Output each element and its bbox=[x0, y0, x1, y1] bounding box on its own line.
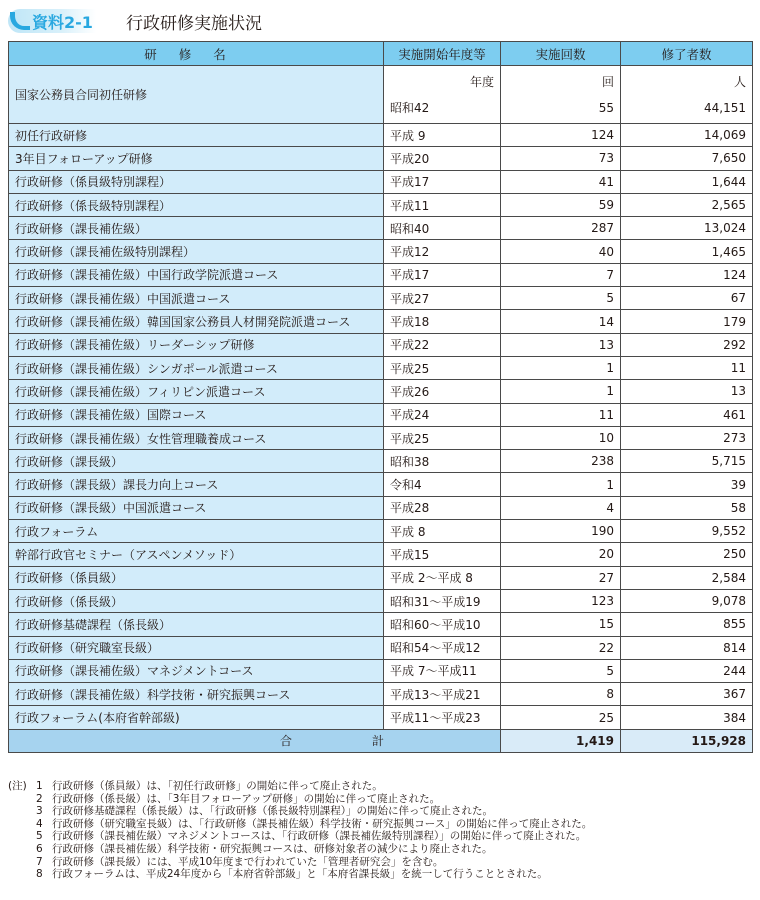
table-row bbox=[9, 706, 753, 729]
cell-people: 244 bbox=[621, 659, 753, 682]
cell-year: 平成28 bbox=[384, 496, 501, 519]
cell-year: 平成13～平成21 bbox=[384, 683, 501, 706]
note-text: 行政研修（課長補佐級）科学技術・研究振興コースは、研修対象者の減少により廃止された。 bbox=[52, 842, 493, 855]
cell-count: 14 bbox=[501, 310, 621, 333]
unit-count: 回 bbox=[601, 74, 614, 89]
cell-people: 1,465 bbox=[621, 240, 753, 263]
note-item bbox=[8, 843, 758, 856]
total-row bbox=[9, 729, 753, 752]
note-item bbox=[8, 830, 758, 843]
cell-people: 855 bbox=[621, 613, 753, 636]
total-count: 1,419 bbox=[501, 729, 621, 752]
note-text: 行政研修（課長級）には、平成10年度まで行われていた「管理者研究会」を含む。 bbox=[52, 855, 444, 868]
table-row bbox=[9, 403, 753, 426]
cell-year: 平成12 bbox=[384, 240, 501, 263]
note-prefix bbox=[8, 856, 36, 869]
note-text: 行政フォーラムは、平成24年度から「本府省幹部級」と「本府省課長級」を統一して行うこととされた。 bbox=[52, 868, 548, 881]
cell-name: 行政研修（課長補佐級）シンガポール派遣コース bbox=[9, 356, 384, 379]
cell-people: 11 bbox=[621, 356, 753, 379]
table-row bbox=[9, 66, 753, 124]
table-row bbox=[9, 473, 753, 496]
cell-people: 5,715 bbox=[621, 450, 753, 473]
note-number: 8 bbox=[36, 868, 43, 881]
table-row bbox=[9, 450, 753, 473]
cell-year: 平成25 bbox=[384, 426, 501, 449]
cell-year: 平成22 bbox=[384, 333, 501, 356]
cell-name: 行政研修（課長補佐級）女性管理職養成コース bbox=[9, 426, 384, 449]
figure-number: 資料2-1 bbox=[32, 13, 93, 32]
cell-count: 11 bbox=[501, 403, 621, 426]
cell-name: 行政研修（課長級）課長力向上コース bbox=[9, 473, 384, 496]
note-text: 行政研修（研究職室長級）は、「行政研修（課長補佐級）科学技術・研究振興コース」の開始に伴って廃止された。 bbox=[52, 817, 593, 830]
note-item bbox=[8, 805, 758, 818]
cell-people: 124 bbox=[621, 263, 753, 286]
cell-people: 292 bbox=[621, 333, 753, 356]
table-row bbox=[9, 659, 753, 682]
table-row bbox=[9, 124, 753, 147]
table-row bbox=[9, 287, 753, 310]
cell-name: 行政研修（課長級）中国派遣コース bbox=[9, 496, 384, 519]
cell-name: 行政研修（係長級特別課程） bbox=[9, 193, 384, 216]
cell-count: 5 bbox=[501, 287, 621, 310]
cell-people: 39 bbox=[621, 473, 753, 496]
note-item bbox=[8, 868, 758, 881]
cell-count: 5 bbox=[501, 659, 621, 682]
cell-count: 22 bbox=[501, 636, 621, 659]
cell-people: 1,644 bbox=[621, 170, 753, 193]
cell-year: 平成 8 bbox=[384, 520, 501, 543]
notes-section bbox=[8, 780, 758, 881]
table-header-row bbox=[9, 42, 753, 66]
note-number: 3 bbox=[36, 805, 43, 818]
table-row bbox=[9, 147, 753, 170]
cell-name: 幹部行政官セミナー（アスペンメソッド） bbox=[9, 543, 384, 566]
cell-name: 行政研修（課長補佐級）中国行政学院派遣コース bbox=[9, 263, 384, 286]
table-row bbox=[9, 426, 753, 449]
cell-name: 行政研修（係員級特別課程） bbox=[9, 170, 384, 193]
table-row bbox=[9, 683, 753, 706]
note-item bbox=[8, 856, 758, 869]
cell-count: 190 bbox=[501, 520, 621, 543]
note-prefix bbox=[8, 793, 36, 806]
cell-year: 平成25 bbox=[384, 356, 501, 379]
cell-name: 3年目フォローアップ研修 bbox=[9, 147, 384, 170]
cell-people: 13 bbox=[621, 380, 753, 403]
total-label-right: 計 bbox=[371, 734, 384, 749]
unit-year: 年度 bbox=[469, 74, 494, 89]
cell-count bbox=[501, 66, 621, 124]
cell-year: 昭和60～平成10 bbox=[384, 613, 501, 636]
column-header-name: 研修名 bbox=[9, 42, 384, 66]
cell-year: 平成 2～平成 8 bbox=[384, 566, 501, 589]
cell-year: 平成11 bbox=[384, 193, 501, 216]
note-number: 1 bbox=[36, 780, 43, 792]
note-number: 7 bbox=[36, 855, 43, 868]
cell-count: 20 bbox=[501, 543, 621, 566]
cell-year: 平成 9 bbox=[384, 124, 501, 147]
cell-name: 国家公務員合同初任研修 bbox=[9, 66, 384, 124]
note-prefix bbox=[8, 868, 36, 881]
note-item bbox=[8, 793, 758, 806]
cell-count: 124 bbox=[501, 124, 621, 147]
note-number: 5 bbox=[36, 830, 43, 843]
cell-count: 1 bbox=[501, 473, 621, 496]
note-text: 行政研修（課長補佐級）マネジメントコースは、「行政研修（課長補佐級特別課程）」の開始に伴って廃止された。 bbox=[52, 830, 587, 843]
total-label-left: 合 bbox=[280, 734, 293, 749]
cell-name: 行政フォーラム bbox=[9, 520, 384, 543]
cell-count: 15 bbox=[501, 613, 621, 636]
cell-year: 平成17 bbox=[384, 170, 501, 193]
cell-year: 平成11～平成23 bbox=[384, 706, 501, 729]
table-row bbox=[9, 263, 753, 286]
column-header-people: 修了者数 bbox=[621, 42, 753, 66]
table-row bbox=[9, 543, 753, 566]
cell-year: 平成18 bbox=[384, 310, 501, 333]
note-prefix bbox=[8, 830, 36, 843]
cell-people-value: 44,151 bbox=[704, 100, 746, 115]
note-number: 6 bbox=[36, 842, 43, 855]
table-row bbox=[9, 636, 753, 659]
cell-name: 行政研修（課長級） bbox=[9, 450, 384, 473]
cell-people: 273 bbox=[621, 426, 753, 449]
note-text: 行政研修基礎課程（係長級）は、「行政研修（係長級特別課程）」の開始に伴って廃止された。 bbox=[52, 805, 493, 818]
cell-year: 平成20 bbox=[384, 147, 501, 170]
cell-name: 行政研修（課長補佐級）マネジメントコース bbox=[9, 659, 384, 682]
cell-year: 昭和38 bbox=[384, 450, 501, 473]
cell-people: 2,584 bbox=[621, 566, 753, 589]
table-row bbox=[9, 356, 753, 379]
cell-name: 行政研修（課長補佐級）韓国国家公務員人材開発院派遣コース bbox=[9, 310, 384, 333]
note-text: 行政研修（係長級）は、「3年目フォローアップ研修」の開始に伴って廃止された。 bbox=[52, 792, 441, 805]
cell-count: 7 bbox=[501, 263, 621, 286]
cell-count: 59 bbox=[501, 193, 621, 216]
table-row bbox=[9, 333, 753, 356]
cell-name: 行政研修（係員級） bbox=[9, 566, 384, 589]
cell-people: 14,069 bbox=[621, 124, 753, 147]
cell-year: 平成26 bbox=[384, 380, 501, 403]
table-row bbox=[9, 310, 753, 333]
table-row bbox=[9, 496, 753, 519]
cell-name: 行政研修（係長級） bbox=[9, 589, 384, 612]
cell-name: 行政研修（課長補佐級特別課程） bbox=[9, 240, 384, 263]
cell-year: 昭和40 bbox=[384, 217, 501, 240]
note-number: 2 bbox=[36, 792, 43, 805]
table-row bbox=[9, 170, 753, 193]
cell-year: 平成27 bbox=[384, 287, 501, 310]
cell-people: 13,024 bbox=[621, 217, 753, 240]
table-row bbox=[9, 520, 753, 543]
unit-people: 人 bbox=[733, 74, 746, 89]
note-prefix bbox=[8, 843, 36, 856]
cell-people: 58 bbox=[621, 496, 753, 519]
note-item bbox=[8, 780, 758, 793]
cell-name: 行政研修（課長補佐級）中国派遣コース bbox=[9, 287, 384, 310]
cell-name: 行政研修（研究職室長級） bbox=[9, 636, 384, 659]
note-prefix: (注) bbox=[8, 780, 27, 792]
cell-count: 8 bbox=[501, 683, 621, 706]
cell-people: 2,565 bbox=[621, 193, 753, 216]
training-table bbox=[8, 41, 753, 753]
note-text: 行政研修（係員級）は、「初任行政研修」の開始に伴って廃止された。 bbox=[52, 780, 383, 792]
cell-count: 40 bbox=[501, 240, 621, 263]
cell-year: 昭和54～平成12 bbox=[384, 636, 501, 659]
cell-people: 7,650 bbox=[621, 147, 753, 170]
cell-count: 4 bbox=[501, 496, 621, 519]
cell-year: 平成 7～平成11 bbox=[384, 659, 501, 682]
cell-name: 行政研修基礎課程（係長級） bbox=[9, 613, 384, 636]
swoosh-icon bbox=[10, 12, 30, 30]
cell-count: 73 bbox=[501, 147, 621, 170]
cell-year: 令和4 bbox=[384, 473, 501, 496]
table-row bbox=[9, 613, 753, 636]
page-title: 行政研修実施状況 bbox=[126, 13, 262, 34]
cell-count: 13 bbox=[501, 333, 621, 356]
note-prefix bbox=[8, 818, 36, 831]
note-number: 4 bbox=[36, 817, 43, 830]
table-row bbox=[9, 566, 753, 589]
cell-people: 367 bbox=[621, 683, 753, 706]
cell-name: 行政研修（課長補佐級）科学技術・研究振興コース bbox=[9, 683, 384, 706]
total-people: 115,928 bbox=[621, 729, 753, 752]
document-header bbox=[8, 8, 262, 34]
cell-year bbox=[384, 66, 501, 124]
cell-name: 初任行政研修 bbox=[9, 124, 384, 147]
cell-count: 238 bbox=[501, 450, 621, 473]
cell-people: 9,078 bbox=[621, 589, 753, 612]
table-row bbox=[9, 240, 753, 263]
cell-name: 行政研修（課長補佐級）リーダーシップ研修 bbox=[9, 333, 384, 356]
cell-count: 287 bbox=[501, 217, 621, 240]
cell-name: 行政フォーラム(本府省幹部級) bbox=[9, 706, 384, 729]
figure-badge bbox=[8, 9, 96, 33]
cell-year: 昭和31～平成19 bbox=[384, 589, 501, 612]
cell-year: 平成15 bbox=[384, 543, 501, 566]
note-prefix bbox=[8, 805, 36, 818]
cell-name: 行政研修（課長補佐級）国際コース bbox=[9, 403, 384, 426]
cell-year-value: 昭和42 bbox=[390, 100, 430, 115]
cell-count: 123 bbox=[501, 589, 621, 612]
cell-count: 10 bbox=[501, 426, 621, 449]
cell-people: 384 bbox=[621, 706, 753, 729]
cell-year: 平成17 bbox=[384, 263, 501, 286]
cell-count-value: 55 bbox=[598, 100, 614, 115]
column-header-year: 実施開始年度等 bbox=[384, 42, 501, 66]
cell-people: 179 bbox=[621, 310, 753, 333]
cell-people: 250 bbox=[621, 543, 753, 566]
cell-count: 1 bbox=[501, 356, 621, 379]
cell-name: 行政研修（課長補佐級） bbox=[9, 217, 384, 240]
table-row bbox=[9, 193, 753, 216]
table-row bbox=[9, 217, 753, 240]
cell-people bbox=[621, 66, 753, 124]
table-row bbox=[9, 380, 753, 403]
cell-count: 41 bbox=[501, 170, 621, 193]
cell-count: 25 bbox=[501, 706, 621, 729]
cell-count: 1 bbox=[501, 380, 621, 403]
column-header-count: 実施回数 bbox=[501, 42, 621, 66]
cell-people: 9,552 bbox=[621, 520, 753, 543]
cell-people: 67 bbox=[621, 287, 753, 310]
cell-year: 平成24 bbox=[384, 403, 501, 426]
cell-people: 814 bbox=[621, 636, 753, 659]
cell-name: 行政研修（課長補佐級）フィリピン派遣コース bbox=[9, 380, 384, 403]
cell-count: 27 bbox=[501, 566, 621, 589]
cell-people: 461 bbox=[621, 403, 753, 426]
table-row bbox=[9, 589, 753, 612]
note-item bbox=[8, 818, 758, 831]
total-label bbox=[9, 729, 501, 752]
